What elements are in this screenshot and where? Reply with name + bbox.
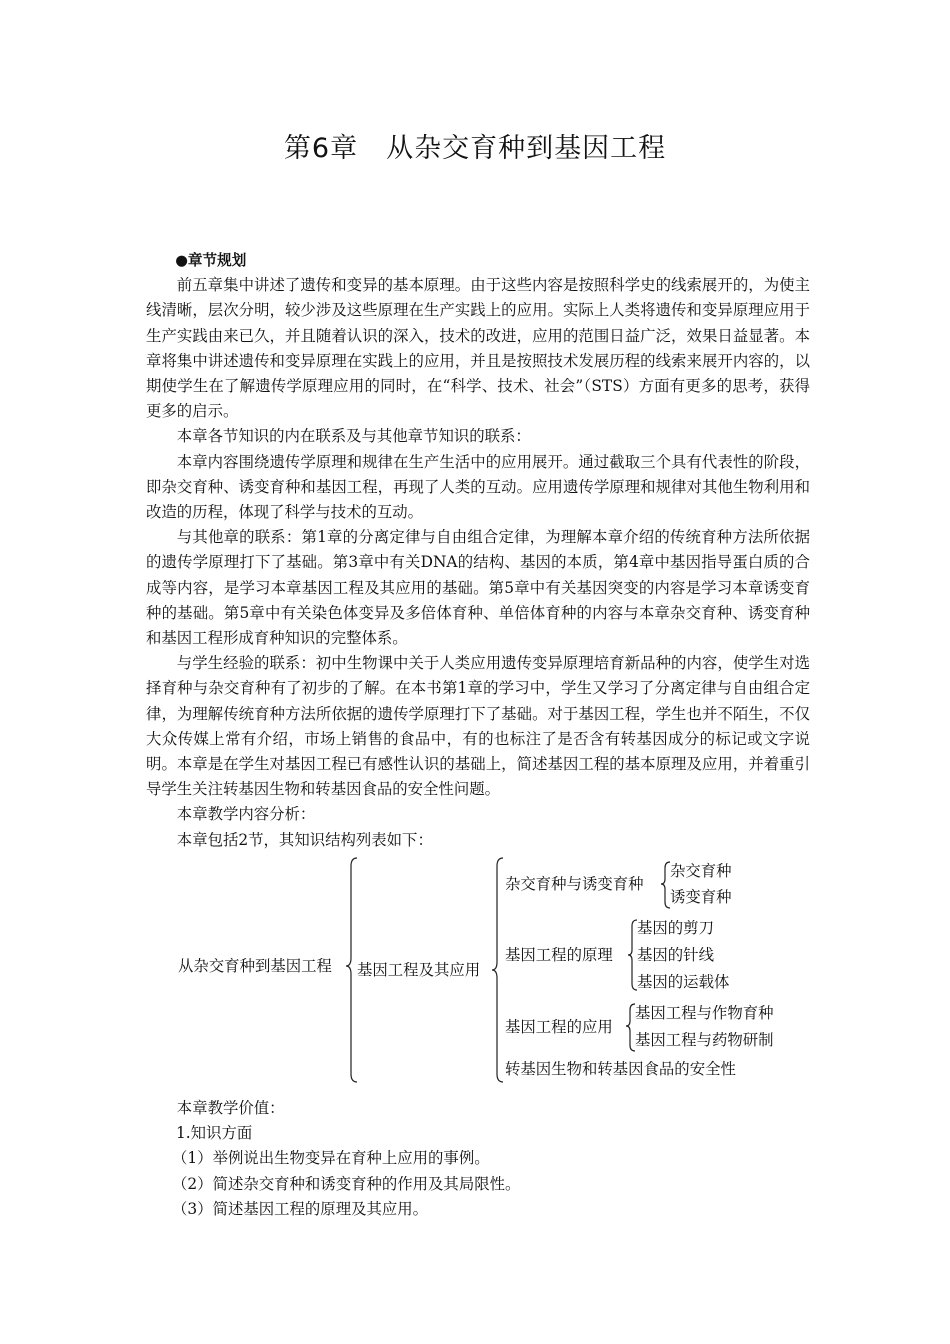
tree-branch-c-label: 基因工程的应用 xyxy=(505,1018,613,1036)
tree-leaf: 基因的运载体 xyxy=(637,973,730,991)
paragraph: 前五章集中讲述了遗传和变异的基本原理。由于这些内容是按照科学史的线索展开的，为使主线清晰，层次分明，较少涉及这些原理在生产实践上的应用。实际上人类将遗传和变异原理应用于生产实践由来已久，并且随着认识的深入，技术的改进，应用的范围日益广泛，效果日益显著。本章将集中讲述遗传和变异原理在实践上的应用，并且是按照技术发展历程的线索来展开内容的，以期使学生在了解遗传学原理应用的同时，在“科学、技术、社会”（STS）方面有更多的思考，获得更多的启示。 xyxy=(146,276,810,421)
paragraph: 本章内容围绕遗传学原理和规律在生产生活中的应用展开。通过截取三个具有代表性的阶段，即杂交育种、诱变育种和基因工程，再现了人类的互动。应用遗传学原理和规律对其他生物利用和改造的历程，体现了科学与技术的互动。 xyxy=(146,452,810,522)
chapter-title: 第6章 从杂交育种到基因工程 xyxy=(283,133,667,164)
value-heading: 本章教学价值： xyxy=(176,1099,285,1117)
tree-level1-label: 基因工程及其应用 xyxy=(357,961,481,979)
paragraph: 本章教学内容分析： xyxy=(176,805,316,824)
paragraph: 与其他章的联系：第1章的分离定律与自由组合定律，为理解本章介绍的传统育种方法所依据的遗传学原理打下了基础。第3章中有关DNA的结构、基因的本质，第4章中基因指导蛋白质的合成等内容，是学习本章基因工程及其应用的基础。第5章中有关基因突变的内容是学习本章诱变育种的基础。第5章中有关染色体变异及多倍体育种、单倍体育种的内容与本章杂交育种、诱变育种和基因工程形成育种知识的完整体系。 xyxy=(146,528,810,648)
brace-branch-a xyxy=(661,862,670,908)
brace-branch-b xyxy=(628,920,637,990)
tree-leaf: 诱变育种 xyxy=(670,888,732,906)
brace-root xyxy=(346,858,357,1082)
brace-branch-c xyxy=(626,1004,635,1051)
knowledge-heading: 1.知识方面 xyxy=(176,1124,253,1143)
tree-leaf: 基因的针线 xyxy=(637,946,714,964)
tree-branch-b-label: 基因工程的原理 xyxy=(505,946,613,964)
list-item: （3）简述基因工程的原理及其应用。 xyxy=(172,1199,429,1218)
paragraph: 本章包括2节，其知识结构列表如下： xyxy=(176,830,433,849)
tree-root-label: 从杂交育种到基因工程 xyxy=(178,957,332,975)
teaching-value-section xyxy=(146,1096,810,1222)
list-item: （1）举例说出生物变异在育种上应用的事例。 xyxy=(172,1149,490,1168)
section-heading: ●章节规划 xyxy=(175,252,247,269)
chapter-body xyxy=(146,248,810,853)
tree-leaf: 基因工程与作物育种 xyxy=(635,1004,774,1022)
paragraph: 与学生经验的联系：初中生物课中关于人类应用遗传变异原理培育新品种的内容，使学生对选择育种与杂交育种有了初步的了解。在本书第1章的学习中，学生又学习了分离定律与自由组合定律，为理解传统育种方法所依据的遗传学原理打下了基础。对于基因工程，学生也并不陌生，不仅大众传媒上常有介绍，市场上销售的食品中，有的也标注了是否含有转基因成分的标记或文字说明。本章是在学生对基因工程已有感性认识的基础上，简述基因工程的基本原理及应用，并着重引导学生关注转基因生物和转基因食品的安全性问题。 xyxy=(146,654,810,799)
paragraph: 本章各节知识的内在联系及与其他章节知识的联系： xyxy=(176,427,531,446)
tree-leaf: 基因工程与药物研制 xyxy=(635,1031,774,1049)
tree-leaf: 基因的剪刀 xyxy=(637,919,714,937)
tree-leaf: 杂交育种 xyxy=(670,862,732,880)
tree-branch-d-label: 转基因生物和转基因食品的安全性 xyxy=(505,1060,736,1078)
tree-branch-a-label: 杂交育种与诱变育种 xyxy=(505,875,644,893)
list-item: （2）简述杂交育种和诱变育种的作用及其局限性。 xyxy=(172,1174,521,1193)
brace-level1 xyxy=(492,858,503,1082)
